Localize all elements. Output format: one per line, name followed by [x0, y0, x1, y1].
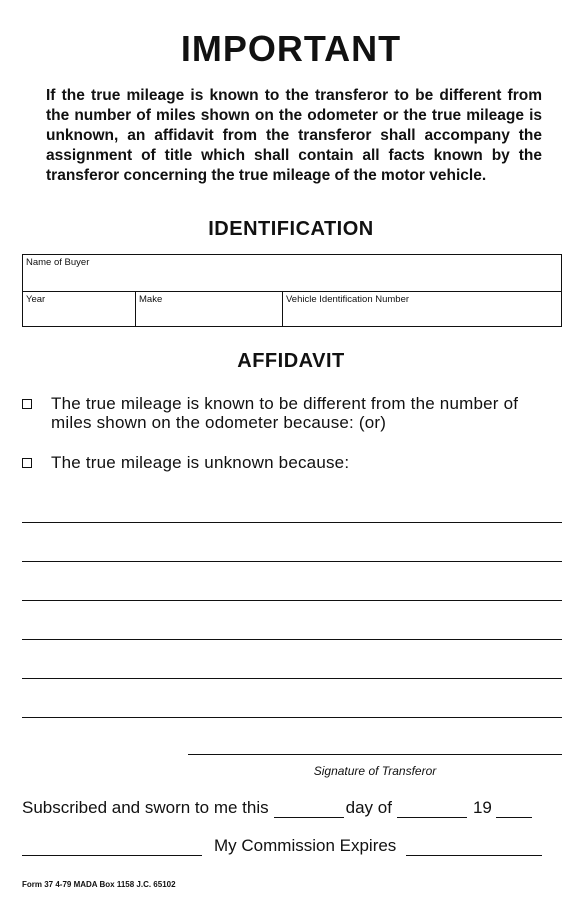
option-known-text: The true mileage is known to be different from the number of miles shown on the odometer because: (or): [51, 394, 519, 432]
option-unknown-checkbox[interactable]: [22, 458, 32, 468]
explanation-line[interactable]: [22, 678, 562, 679]
explanation-line[interactable]: [22, 600, 562, 601]
make-label: Make: [139, 294, 163, 305]
page-title: IMPORTANT: [180, 28, 402, 69]
option-known-checkbox[interactable]: [22, 399, 32, 409]
explanation-line[interactable]: [22, 639, 562, 640]
column-divider: [135, 291, 136, 326]
affidavit-heading: AFFIDAVIT: [237, 350, 345, 372]
form-footer: Form 37 4-79 MADA Box 1158 J.C. 65102: [22, 880, 176, 889]
notary-signature-blank[interactable]: [22, 839, 202, 856]
explanation-line[interactable]: [22, 522, 562, 523]
row-divider: [23, 291, 561, 292]
signature-line[interactable]: [188, 754, 562, 755]
option-unknown-text: The true mileage is unknown because:: [51, 453, 350, 472]
year-label: Year: [26, 294, 46, 305]
commission-row: [22, 836, 567, 856]
commission-label: My Commission Expires: [214, 836, 397, 855]
month-blank[interactable]: [397, 801, 467, 818]
identification-table: [22, 254, 562, 327]
column-divider: [282, 291, 283, 326]
signature-label: Signature of Transferor: [313, 764, 437, 778]
year-prefix-text: 19: [472, 798, 492, 817]
option-known-row: [22, 394, 542, 432]
day-of-text: day of: [345, 798, 392, 817]
option-unknown-row: [22, 453, 542, 472]
intro-paragraph: If the true mileage is known to the transferor to be different from the number of miles shown on the odometer or the true mileage is unknown, an affidavit from the transferor shall accompany the assignment of title which shall contain all facts known by the transferor concerning the true mileage of the motor vehicle.: [46, 87, 542, 184]
commission-date-blank[interactable]: [406, 839, 542, 856]
vin-label: Vehicle Identification Number: [286, 294, 410, 305]
explanation-line[interactable]: [22, 561, 562, 562]
identification-heading: IDENTIFICATION: [208, 218, 374, 240]
day-blank[interactable]: [274, 801, 344, 818]
name-of-buyer-label: Name of Buyer: [26, 257, 90, 268]
sworn-prefix-text: Subscribed and sworn to me this: [22, 798, 269, 817]
year-blank[interactable]: [496, 801, 532, 818]
explanation-line[interactable]: [22, 717, 562, 718]
sworn-statement-row: [22, 798, 567, 818]
